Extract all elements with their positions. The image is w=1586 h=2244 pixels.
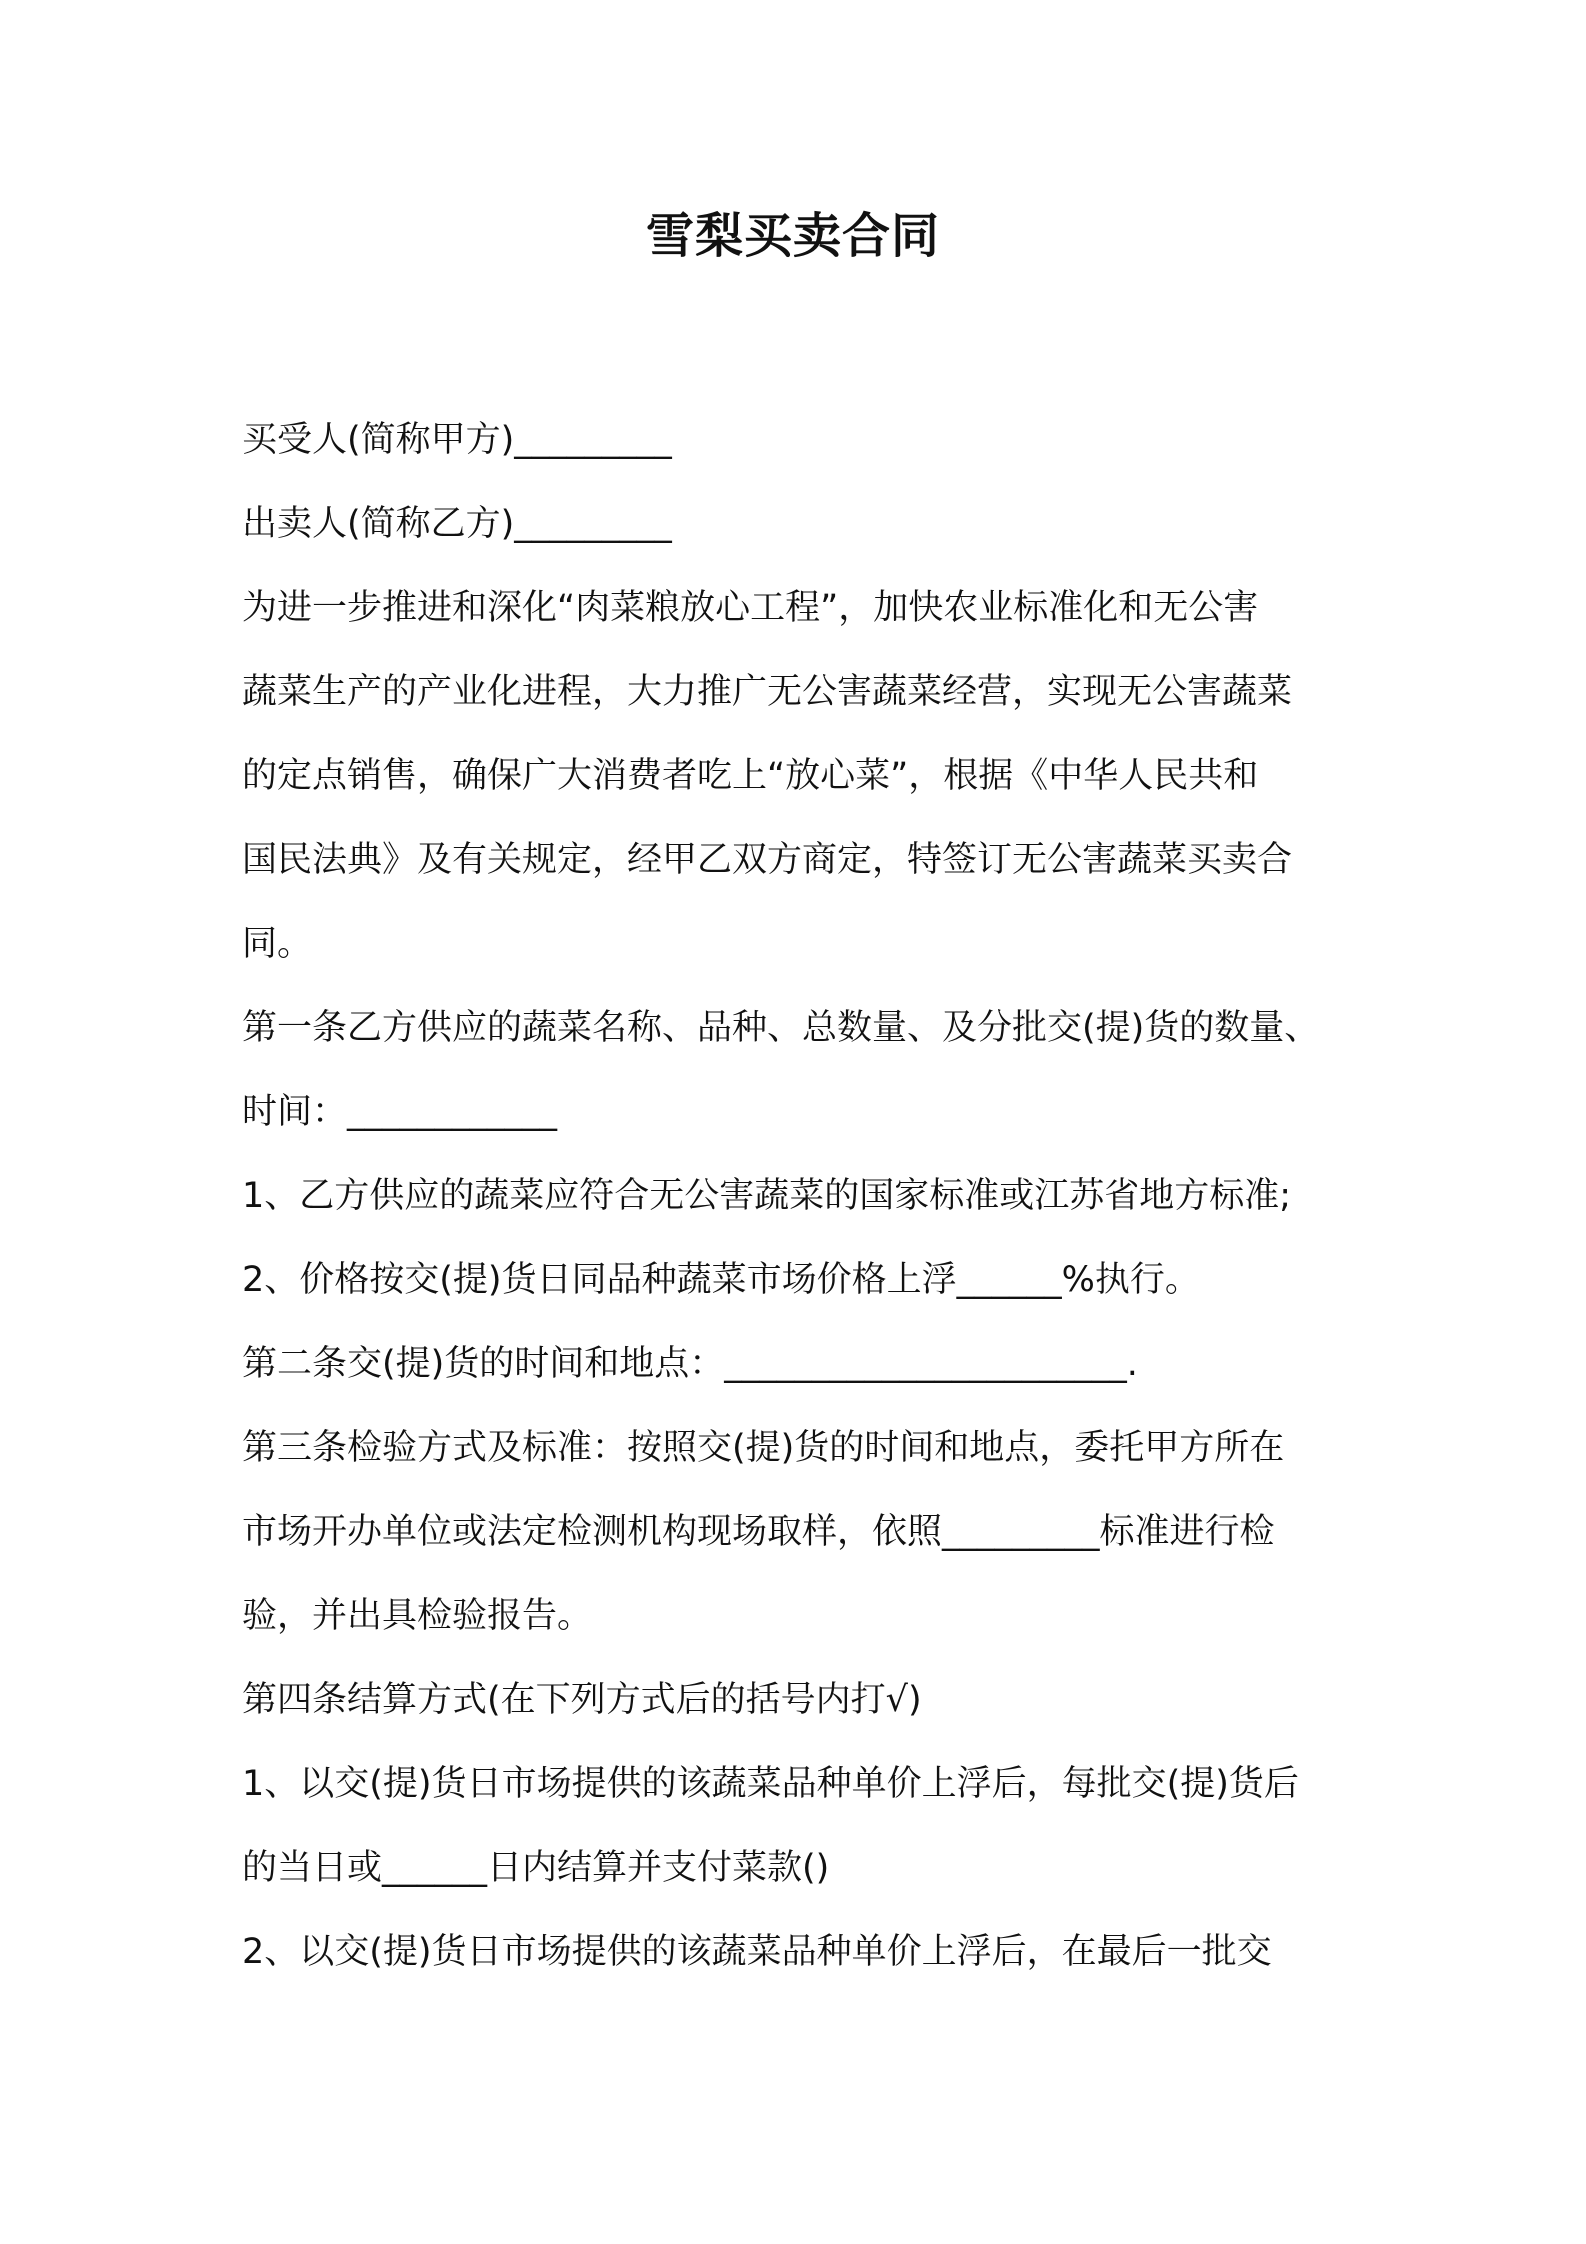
preamble-line-1: 为进一步推进和深化“肉菜粮放心工程”，加快农业标准化和无公害 bbox=[242, 588, 1259, 628]
preamble-line-2: 蔬菜生产的产业化进程，大力推广无公害蔬菜经营，实现无公害蔬菜 bbox=[242, 672, 1293, 712]
article-4-item-1-line-1: 1、以交(提)货日市场提供的该蔬菜品种单价上浮后，每批交(提)货后 bbox=[242, 1764, 1299, 1804]
article-2-line: 第二条交(提)货的时间和地点：_______________________. bbox=[242, 1344, 1138, 1384]
article-3-line-3: 验，并出具检验报告。 bbox=[242, 1596, 593, 1636]
party-b-line: 出卖人(简称乙方)_________ bbox=[242, 504, 672, 544]
preamble-line-5: 同。 bbox=[242, 924, 313, 964]
article-1-line-1: 第一条乙方供应的蔬菜名称、品种、总数量、及分批交(提)货的数量、 bbox=[242, 1008, 1320, 1048]
article-3-line-1: 第三条检验方式及标准：按照交(提)货的时间和地点，委托甲方所在 bbox=[242, 1428, 1285, 1468]
party-a-line: 买受人(简称甲方)_________ bbox=[242, 420, 672, 460]
preamble-line-4: 国民法典》及有关规定，经甲乙双方商定，特签订无公害蔬菜买卖合 bbox=[242, 840, 1293, 880]
document-title: 雪梨买卖合同 bbox=[645, 208, 940, 264]
preamble-line-3: 的定点销售，确保广大消费者吃上“放心菜”，根据《中华人民共和 bbox=[242, 756, 1259, 796]
article-4-item-1-line-2: 的当日或______日内结算并支付菜款() bbox=[242, 1848, 830, 1888]
article-1-item-1: 1、乙方供应的蔬菜应符合无公害蔬菜的国家标准或江苏省地方标准; bbox=[242, 1176, 1292, 1216]
article-4-item-2-line-1: 2、以交(提)货日市场提供的该蔬菜品种单价上浮后，在最后一批交 bbox=[242, 1932, 1272, 1972]
article-1-line-2: 时间：____________ bbox=[242, 1092, 558, 1132]
article-1-item-2: 2、价格按交(提)货日同品种蔬菜市场价格上浮______%执行。 bbox=[242, 1260, 1200, 1300]
document-body bbox=[242, 398, 1358, 1994]
article-4-line: 第四条结算方式(在下列方式后的括号内打√) bbox=[242, 1680, 922, 1720]
article-3-line-2: 市场开办单位或法定检测机构现场取样，依照_________标准进行检 bbox=[242, 1512, 1275, 1552]
